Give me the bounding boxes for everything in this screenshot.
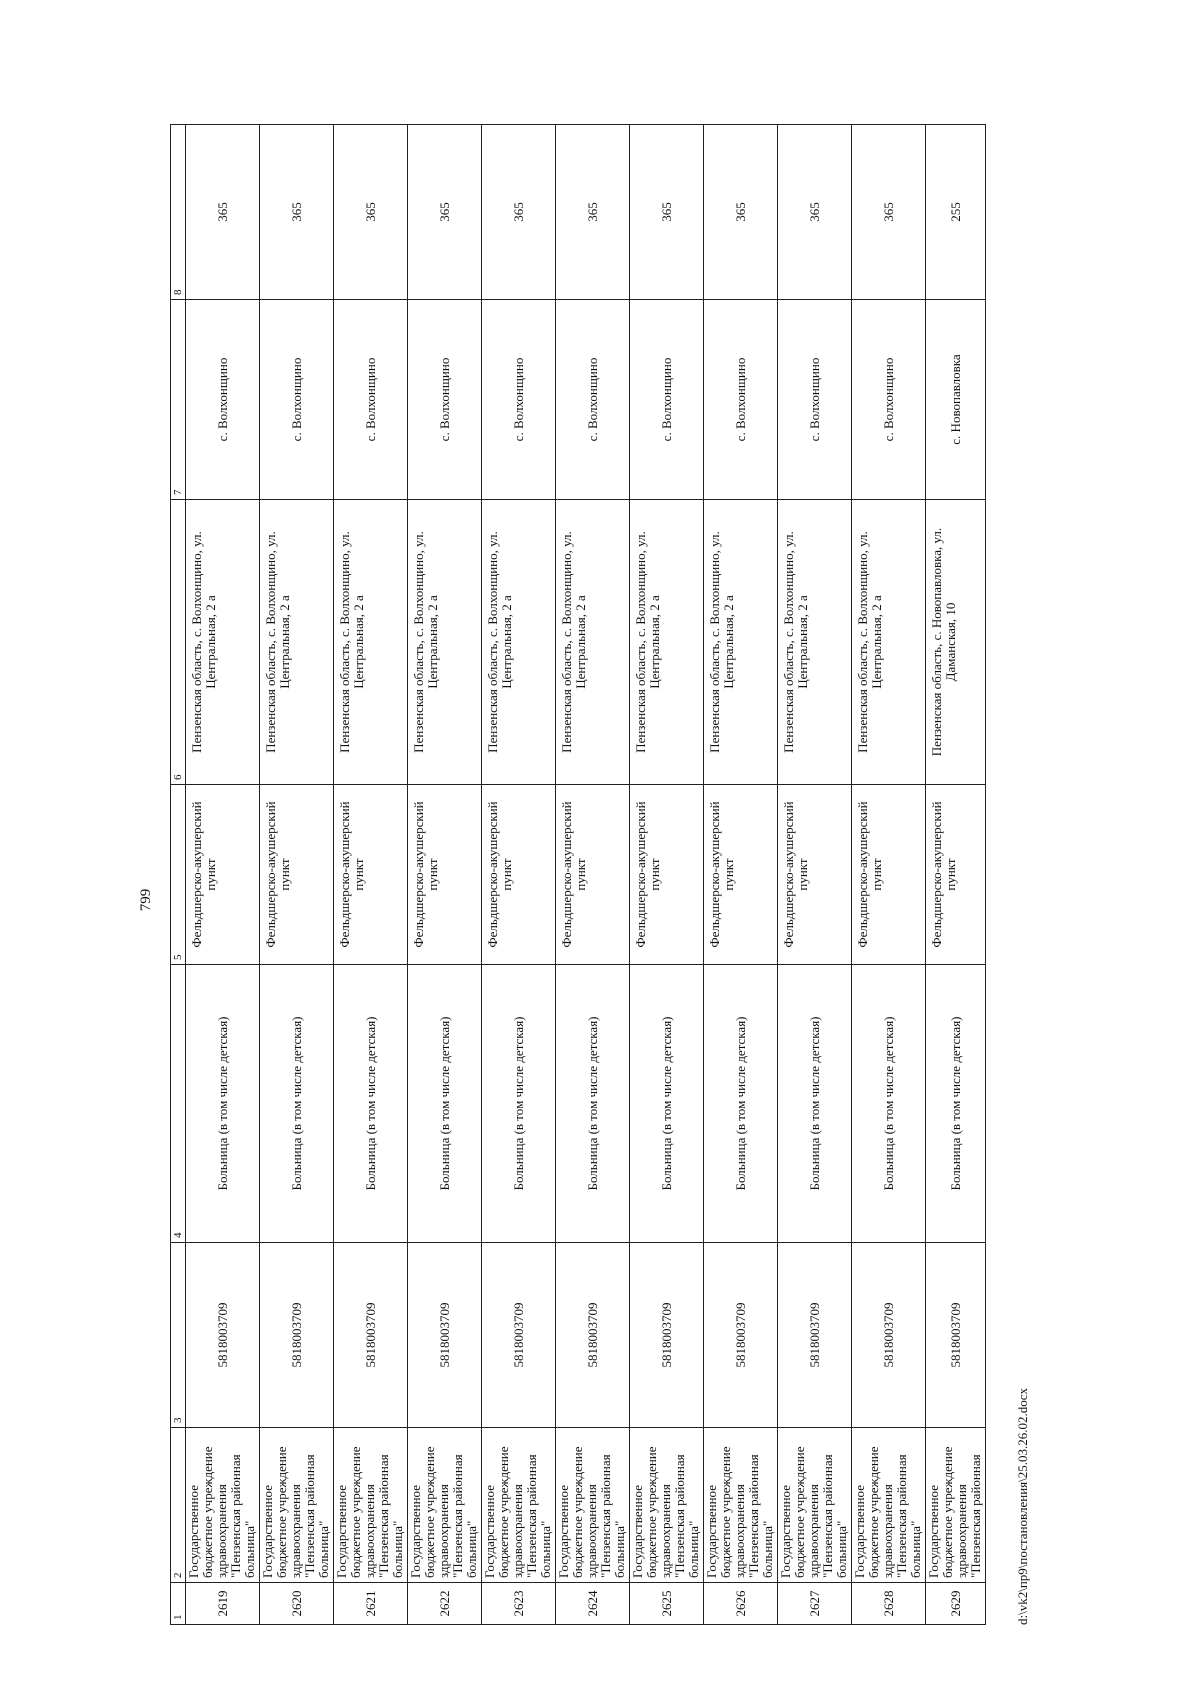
subdivision-cell: Фельдшерско-акушерский пункт <box>408 785 482 965</box>
footer-file-path: d:\vk2\пр9\постановления\25.03.26.02.docx <box>1015 1387 1030 1625</box>
row-number-cell: 2624 <box>556 1583 630 1625</box>
column-header-2: 2 <box>171 1428 186 1583</box>
address-cell: Пензенская область, с. Волхонщино, ул. Центральная, 2 а <box>334 500 408 785</box>
facilities-table <box>170 124 986 1625</box>
inn-cell: 5818003709 <box>408 1243 482 1428</box>
locality-cell: с. Новопавловка <box>926 300 986 500</box>
rotated-page <box>90 120 1090 1680</box>
inn-cell: 5818003709 <box>260 1243 334 1428</box>
table-row <box>926 125 986 1625</box>
organization-cell: Государственное бюджетное учреждение здравоохранения "Пензенская районная больница" <box>186 1428 260 1583</box>
days-cell: 365 <box>630 125 704 300</box>
row-number-cell: 2627 <box>778 1583 852 1625</box>
table-row <box>334 125 408 1625</box>
address-cell: Пензенская область, с. Волхонщино, ул. Центральная, 2 а <box>482 500 556 785</box>
table-row <box>556 125 630 1625</box>
days-cell: 365 <box>408 125 482 300</box>
row-number-cell: 2625 <box>630 1583 704 1625</box>
table-row <box>704 125 778 1625</box>
locality-cell: с. Волхонщино <box>778 300 852 500</box>
days-cell: 365 <box>260 125 334 300</box>
row-number-cell: 2623 <box>482 1583 556 1625</box>
organization-cell: Государственное бюджетное учреждение здравоохранения "Пензенская районная больница" <box>482 1428 556 1583</box>
subdivision-cell: Фельдшерско-акушерский пункт <box>556 785 630 965</box>
locality-cell: с. Волхонщино <box>704 300 778 500</box>
page-number: 799 <box>138 888 154 912</box>
inn-cell: 5818003709 <box>852 1243 926 1428</box>
locality-cell: с. Волхонщино <box>260 300 334 500</box>
address-cell: Пензенская область, с. Волхонщино, ул. Центральная, 2 а <box>186 500 260 785</box>
table-row <box>852 125 926 1625</box>
address-cell: Пензенская область, с. Волхонщино, ул. Центральная, 2 а <box>556 500 630 785</box>
column-header-5: 5 <box>171 785 186 965</box>
table-body <box>186 125 986 1625</box>
days-cell: 365 <box>186 125 260 300</box>
inn-cell: 5818003709 <box>704 1243 778 1428</box>
header-row <box>171 125 186 1625</box>
organization-cell: Государственное бюджетное учреждение здравоохранения "Пензенская районная больница" <box>408 1428 482 1583</box>
subdivision-cell: Фельдшерско-акушерский пункт <box>260 785 334 965</box>
row-number-cell: 2622 <box>408 1583 482 1625</box>
table-row <box>482 125 556 1625</box>
days-cell: 365 <box>334 125 408 300</box>
inn-cell: 5818003709 <box>630 1243 704 1428</box>
inn-cell: 5818003709 <box>186 1243 260 1428</box>
locality-cell: с. Волхонщино <box>482 300 556 500</box>
subdivision-cell: Фельдшерско-акушерский пункт <box>186 785 260 965</box>
column-header-8: 8 <box>171 125 186 300</box>
locality-cell: с. Волхонщино <box>186 300 260 500</box>
facility-type-cell: Больница (в том числе детская) <box>704 965 778 1243</box>
address-cell: Пензенская область, с. Волхонщино, ул. Центральная, 2 а <box>408 500 482 785</box>
row-number-cell: 2626 <box>704 1583 778 1625</box>
facility-type-cell: Больница (в том числе детская) <box>408 965 482 1243</box>
facility-type-cell: Больница (в том числе детская) <box>630 965 704 1243</box>
column-header-6: 6 <box>171 500 186 785</box>
days-cell: 365 <box>482 125 556 300</box>
organization-cell: Государственное бюджетное учреждение здравоохранения "Пензенская районная больница" <box>778 1428 852 1583</box>
organization-cell: Государственное бюджетное учреждение здравоохранения "Пензенская районная больница" <box>260 1428 334 1583</box>
row-number-cell: 2629 <box>926 1583 986 1625</box>
days-cell: 365 <box>704 125 778 300</box>
inn-cell: 5818003709 <box>334 1243 408 1428</box>
subdivision-cell: Фельдшерско-акушерский пункт <box>704 785 778 965</box>
subdivision-cell: Фельдшерско-акушерский пункт <box>778 785 852 965</box>
row-number-cell: 2621 <box>334 1583 408 1625</box>
inn-cell: 5818003709 <box>778 1243 852 1428</box>
organization-cell: Государственное бюджетное учреждение здравоохранения "Пензенская районная больница" <box>704 1428 778 1583</box>
locality-cell: с. Волхонщино <box>852 300 926 500</box>
days-cell: 255 <box>926 125 986 300</box>
days-cell: 365 <box>556 125 630 300</box>
locality-cell: с. Волхонщино <box>334 300 408 500</box>
organization-cell: Государственное бюджетное учреждение здравоохранения "Пензенская районная больница" <box>556 1428 630 1583</box>
locality-cell: с. Волхонщино <box>408 300 482 500</box>
table-row <box>630 125 704 1625</box>
facility-type-cell: Больница (в том числе детская) <box>926 965 986 1243</box>
organization-cell: Государственное бюджетное учреждение здравоохранения "Пензенская районная больница" <box>334 1428 408 1583</box>
row-number-cell: 2620 <box>260 1583 334 1625</box>
inn-cell: 5818003709 <box>556 1243 630 1428</box>
days-cell: 365 <box>852 125 926 300</box>
table-row <box>778 125 852 1625</box>
row-number-cell: 2619 <box>186 1583 260 1625</box>
subdivision-cell: Фельдшерско-акушерский пункт <box>334 785 408 965</box>
subdivision-cell: Фельдшерско-акушерский пункт <box>482 785 556 965</box>
column-header-3: 3 <box>171 1243 186 1428</box>
organization-cell: Государственное бюджетное учреждение здравоохранения "Пензенская районная <box>926 1428 986 1583</box>
facility-type-cell: Больница (в том числе детская) <box>482 965 556 1243</box>
address-cell: Пензенская область, с. Волхонщино, ул. Центральная, 2 а <box>704 500 778 785</box>
facility-type-cell: Больница (в том числе детская) <box>260 965 334 1243</box>
facility-type-cell: Больница (в том числе детская) <box>556 965 630 1243</box>
subdivision-cell: Фельдшерско-акушерский пункт <box>926 785 986 965</box>
address-cell: Пензенская область, с. Новопавловка, ул. Даманская, 10 <box>926 500 986 785</box>
column-header-7: 7 <box>171 300 186 500</box>
inn-cell: 5818003709 <box>926 1243 986 1428</box>
subdivision-cell: Фельдшерско-акушерский пункт <box>852 785 926 965</box>
table-row <box>186 125 260 1625</box>
table-row <box>408 125 482 1625</box>
subdivision-cell: Фельдшерско-акушерский пункт <box>630 785 704 965</box>
column-header-1: 1 <box>171 1583 186 1625</box>
address-cell: Пензенская область, с. Волхонщино, ул. Центральная, 2 а <box>852 500 926 785</box>
locality-cell: с. Волхонщино <box>630 300 704 500</box>
locality-cell: с. Волхонщино <box>556 300 630 500</box>
facility-type-cell: Больница (в том числе детская) <box>852 965 926 1243</box>
facility-type-cell: Больница (в том числе детская) <box>186 965 260 1243</box>
row-number-cell: 2628 <box>852 1583 926 1625</box>
facility-type-cell: Больница (в том числе детская) <box>778 965 852 1243</box>
organization-cell: Государственное бюджетное учреждение здравоохранения "Пензенская районная больница" <box>852 1428 926 1583</box>
organization-cell: Государственное бюджетное учреждение здравоохранения "Пензенская районная больница" <box>630 1428 704 1583</box>
address-cell: Пензенская область, с. Волхонщино, ул. Центральная, 2 а <box>630 500 704 785</box>
table-row <box>260 125 334 1625</box>
facility-type-cell: Больница (в том числе детская) <box>334 965 408 1243</box>
inn-cell: 5818003709 <box>482 1243 556 1428</box>
days-cell: 365 <box>778 125 852 300</box>
column-header-4: 4 <box>171 965 186 1243</box>
address-cell: Пензенская область, с. Волхонщино, ул. Центральная, 2 а <box>778 500 852 785</box>
address-cell: Пензенская область, с. Волхонщино, ул. Центральная, 2 а <box>260 500 334 785</box>
